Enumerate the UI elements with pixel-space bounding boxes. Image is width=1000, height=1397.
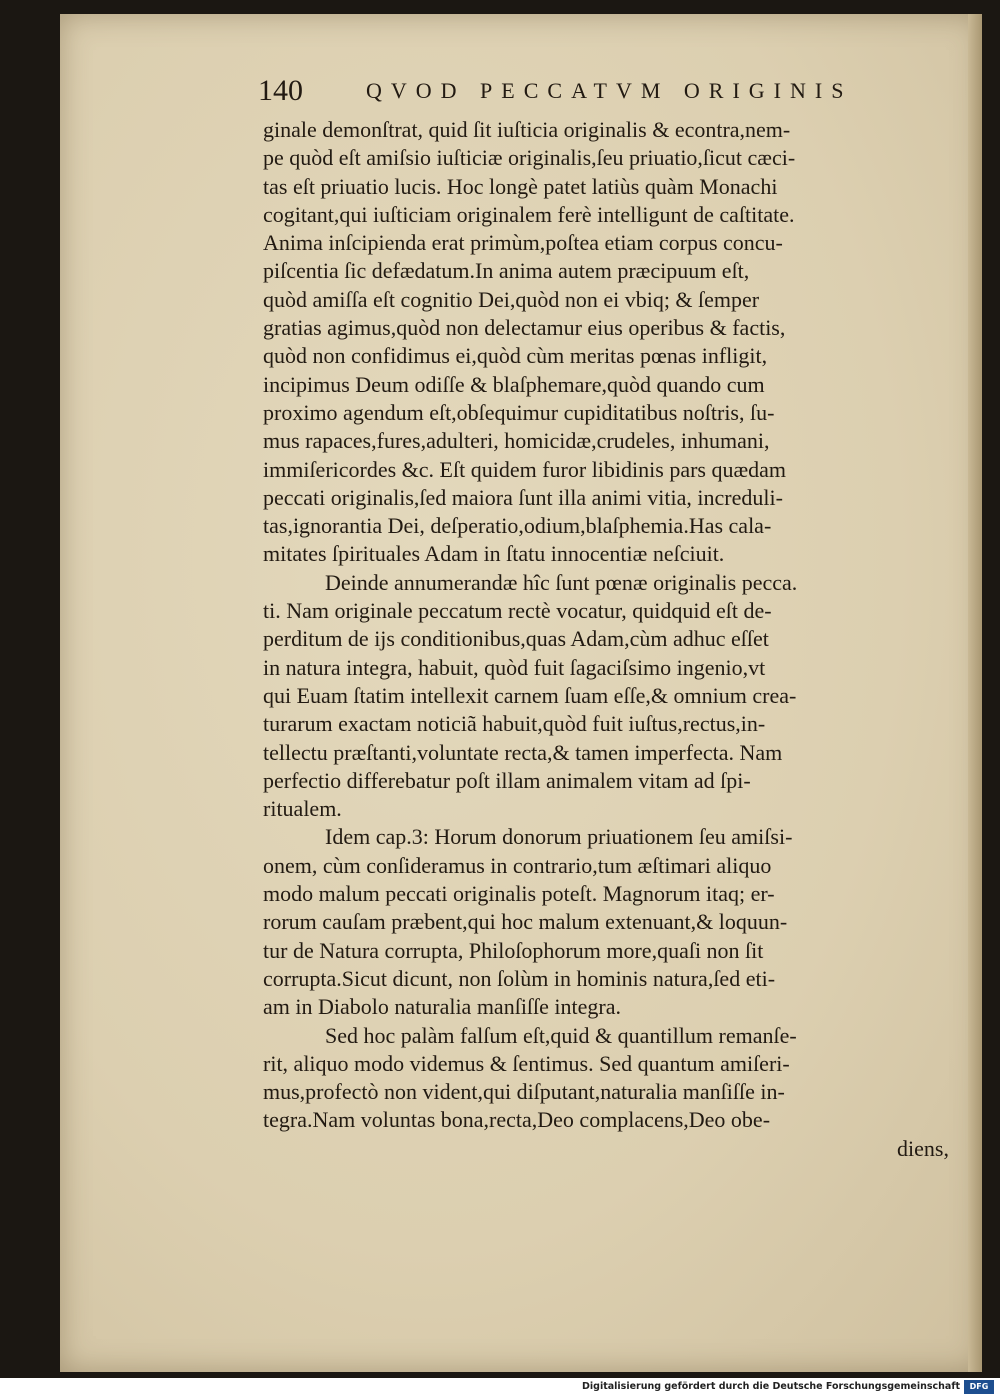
text-line: tellectu præſtanti,voluntate recta,& tamen imperfecta. Nam <box>263 739 783 765</box>
text-line: quòd amiſſa eſt cognitio Dei,quòd non ei vbiq; & ſemper <box>263 286 760 312</box>
text-line: peccati originalis,ſed maiora ſunt illa animi vitia, increduli- <box>263 484 783 510</box>
funding-note: Digitalisierung gefördert durch die Deutsche Forschungsgemeinschaft <box>582 1381 960 1392</box>
text-line: immiſericordes &c. Eſt quidem furor libidinis pars quædam <box>263 456 787 482</box>
text-line: mus rapaces,fures,adulteri, homicidæ,crudeles, inhumani, <box>263 428 770 454</box>
running-head-title: QVOD PECCATVM ORIGINIS <box>366 78 853 103</box>
text-line: incipimus Deum odiſſe & blaſphemare,quòd quando cum <box>263 371 765 397</box>
text-line: rit, aliquo modo videmus & ſentimus. Sed quantum amiſeri- <box>263 1050 790 1076</box>
body-text <box>263 116 957 1163</box>
text-line: qui Euam ſtatim intellexit carnem ſuam eſſe,& omnium crea- <box>263 682 797 708</box>
text-line: tur de Natura corrupta, Philoſophorum more,quaſi non ſit <box>263 937 764 963</box>
text-line: in natura integra, habuit, quòd fuit ſagaciſsimo ingenio,vt <box>263 654 766 680</box>
text-line: tas eſt priuatio lucis. Hoc longè patet latiùs quàm Monachi <box>263 173 778 199</box>
text-line: modo malum peccati originalis poteſt. Magnorum itaq; er- <box>263 881 775 907</box>
text-line: Sed hoc palàm falſum eſt,quid & quantillum remanſe- <box>325 1022 797 1048</box>
text-line: pe quòd eſt amiſsio iuſticiæ originalis,ſeu priuatio,ſicut cæci- <box>263 145 796 171</box>
text-line: ti. Nam originale peccatum rectè vocatur, quidquid eſt de- <box>263 598 772 624</box>
dfg-logo: DFG <box>964 1380 994 1394</box>
text-line: turarum exactam noticiã habuit,quòd fuit iuſtus,rectus,in- <box>263 711 766 737</box>
running-head <box>258 74 858 114</box>
text-line: tas,ignorantia Dei, deſperatio,odium,blaſphemia.Has cala- <box>263 513 772 539</box>
text-line: tegra.Nam voluntas bona,recta,Deo complacens,Deo obe- <box>263 1107 771 1133</box>
text-line: gratias agimus,quòd non delectamur eius operibus & factis, <box>263 315 786 341</box>
text-line: am in Diabolo naturalia manſiſſe integra. <box>263 994 621 1020</box>
text-line: perfectio differebatur poſt illam animalem vitam ad ſpi- <box>263 767 751 793</box>
text-line: rorum cauſam præbent,qui hoc malum extenuant,& loquun- <box>263 909 788 935</box>
text-line: mitates ſpirituales Adam in ſtatu innocentiæ neſciuit. <box>263 541 725 567</box>
text-line: Anima inſcipienda erat primùm,poſtea etiam corpus concu- <box>263 230 783 256</box>
text-line: onem, cùm conſideramus in contrario,tum æſtimari aliquo <box>263 852 772 878</box>
text-line: Deinde annumerandæ hîc ſunt pœnæ originalis pecca. <box>325 569 798 595</box>
text-line: mus,profectò non vident,qui diſputant,naturalia manſiſſe in- <box>263 1079 785 1105</box>
text-line: ginale demonſtrat, quid ſit iuſticia originalis & econtra,nem- <box>263 117 791 142</box>
text-line: perditum de ijs conditionibus,quas Adam,cùm adhuc eſſet <box>263 626 769 652</box>
footer-bar <box>0 1378 1000 1397</box>
text-line: ritualem. <box>263 796 342 822</box>
text-line: quòd non confidimus ei,quòd cùm meritas pœnas infligit, <box>263 343 768 369</box>
text-line: corrupta.Sicut dicunt, non ſolùm in hominis natura,ſed eti- <box>263 965 776 991</box>
text-line: piſcentia ſic defædatum.In anima autem præcipuum eſt, <box>263 258 750 284</box>
text-line: diens, <box>897 1135 949 1161</box>
text-line: Idem cap.3: Horum donorum priuationem ſeu amiſsi- <box>325 824 793 850</box>
page-number: 140 <box>258 74 303 107</box>
text-line: cogitant,qui iuſticiam originalem ferè intelligunt de caſtitate. <box>263 201 795 227</box>
page-edge <box>968 14 982 1372</box>
text-line: proximo agendum eſt,obſequimur cupiditatibus noſtris, ſu- <box>263 399 775 425</box>
